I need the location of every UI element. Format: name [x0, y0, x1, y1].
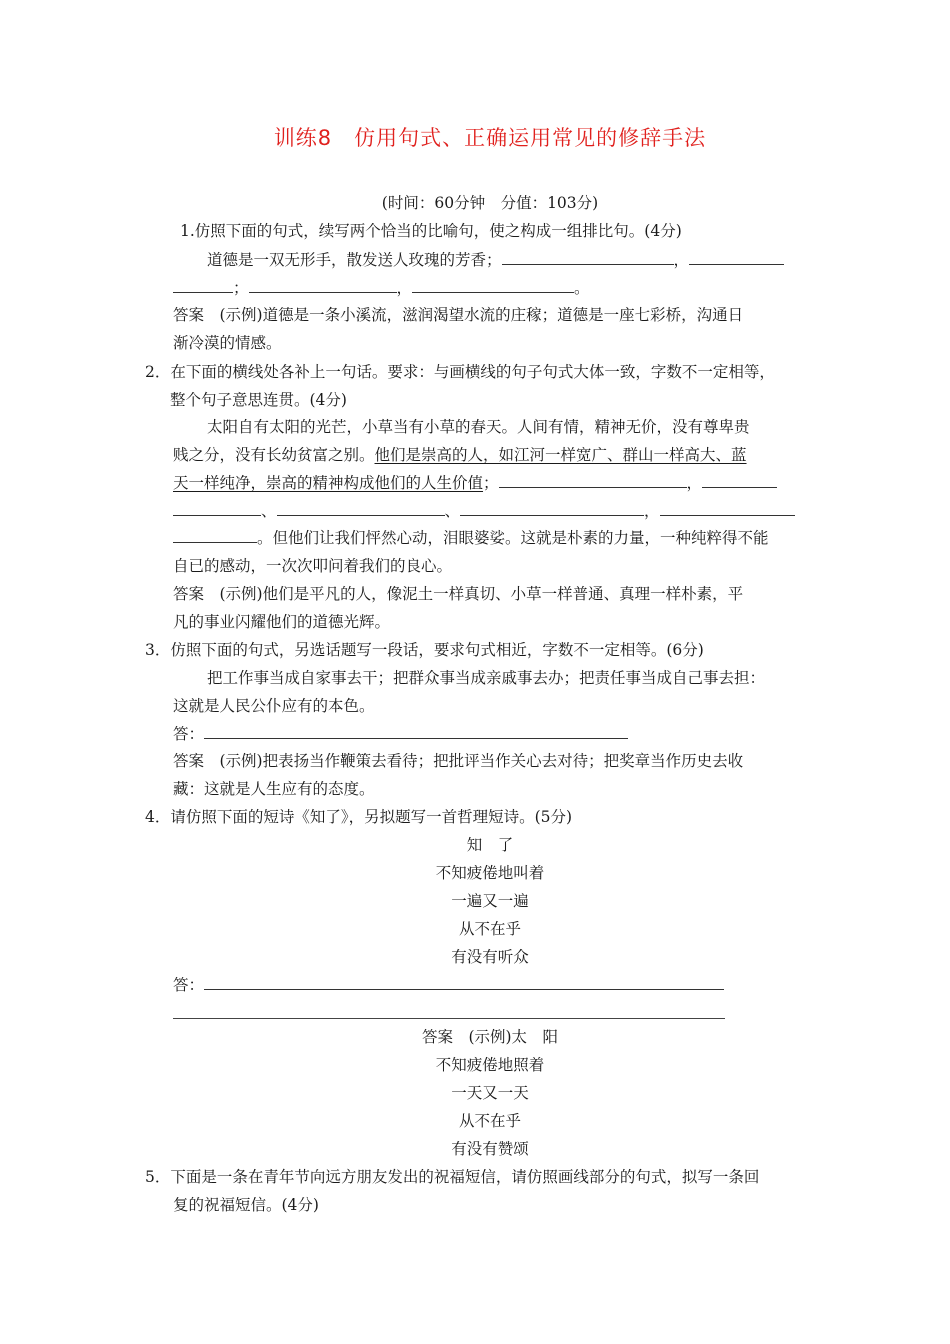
q4-answer-poem-line: 从不在乎 [458, 1112, 521, 1130]
q2-answer-line-1: 答案 (示例)他们是平凡的人，像泥土一样真切、小草一样普通、真理一样朴素，平 [173, 585, 744, 603]
q4-answer-poem-line: 一天又一天 [451, 1084, 529, 1102]
q1-blank-2b[interactable] [173, 278, 233, 293]
q2-underlined-sentence-cont: 天一样纯净，崇高的精神构成他们的人生价值 [173, 474, 484, 492]
q2-passage-line-6: 自已的感动，一次次叩问着我们的良心。 [173, 557, 453, 575]
q2-blank-1[interactable] [499, 473, 687, 488]
q1-answer-line-1: 答案 (示例)道德是一条小溪流，滋润渴望水流的庄稼；道德是一座七彩桥，沟通日 [173, 306, 744, 324]
q4-answer-field: 答： [173, 975, 724, 995]
q4-poem-line: 从不在乎 [458, 920, 521, 938]
q5-stem-line-1: 5．下面是一条在青年节向远方朋友发出的祝福短信，请仿照画线部分的句式，拟写一条回 [145, 1168, 760, 1186]
q2-stem-line-1: 2．在下面的横线处各补上一句话。要求：与画横线的句子句式大体一致，字数不一定相等， [145, 363, 775, 381]
q1-blank-1[interactable] [502, 250, 674, 265]
q5-stem-line-2: 复的祝福短信。(4分) [173, 1196, 319, 1214]
q2-blank-5b[interactable] [173, 528, 257, 543]
q4-answer-title: 答案 (示例)太 阳 [421, 1028, 559, 1046]
q1-blank-2a[interactable] [689, 250, 784, 265]
q4-answer-blank-1[interactable] [204, 975, 724, 990]
q2-blank-3[interactable] [277, 501, 445, 516]
q1-stem: 1.仿照下面的句式，续写两个恰当的比喻句，使之构成一组排比句。(4分) [180, 222, 682, 240]
page-title: 训练8 仿用句式、正确运用常见的修辞手法 [273, 126, 707, 150]
q2-blank-line: 、 、 ， [173, 501, 795, 521]
q1-blank-4[interactable] [412, 278, 574, 293]
q4-poem-title: 知 了 [466, 836, 514, 854]
q1-model-sentence: 道德是一双无形手，散发送人玫瑰的芳香； [207, 251, 502, 269]
q3-stem: 3．仿照下面的句式，另选话题写一段话，要求句式相近，字数不一定相等。(6分) [145, 641, 704, 659]
q2-blank-2a[interactable] [702, 473, 777, 488]
q1-text: 道德是一双无形手，散发送人玫瑰的芳香； ， [207, 250, 784, 270]
q2-blank-5a[interactable] [660, 501, 795, 516]
q4-stem: 4．请仿照下面的短诗《知了》，另拟题写一首哲理短诗。(5分) [145, 808, 573, 826]
q3-answer-blank[interactable] [204, 724, 628, 739]
q2-stem-line-2: 整个句子意思连贯。(4分) [170, 391, 347, 409]
q3-passage-line-2: 这就是人民公仆应有的本色。 [173, 697, 375, 715]
q2-passage-line-1: 太阳自有太阳的光芒，小草当有小草的春天。人间有情，精神无价，没有尊卑贵 [207, 418, 750, 436]
q4-answer-poem-line: 有没有赞颂 [451, 1140, 529, 1158]
q2-answer-line-2: 凡的事业闪耀他们的道德光辉。 [173, 613, 391, 631]
q2-passage-line-2: 贱之分，没有长幼贫富之别。他们是崇高的人，如江河一样宽广、群山一样高大、蓝 [173, 446, 747, 464]
time-score-info: (时间：60分钟 分值：103分) [381, 194, 599, 212]
q1-blank-line: ； ， 。 [173, 278, 590, 298]
q1-blank-3[interactable] [249, 278, 397, 293]
q4-answer-poem-line: 不知疲倦地照着 [435, 1056, 545, 1074]
q4-poem-line: 不知疲倦地叫着 [435, 864, 545, 882]
q2-underlined-sentence: 他们是崇高的人，如江河一样宽广、群山一样高大、蓝 [374, 446, 747, 464]
q3-passage-line-1: 把工作事当成自家事去干；把群众事当成亲戚事去办；把责任事当成自己事去担： [207, 669, 766, 687]
q3-answer-line-1: 答案 (示例)把表扬当作鞭策去看待；把批评当作关心去对待；把奖章当作历史去收 [173, 752, 744, 770]
q3-answer-field: 答： [173, 724, 628, 744]
q2-passage-line-3: 天一样纯净，崇高的精神构成他们的人生价值； ， [173, 473, 777, 493]
q2-blank-4[interactable] [460, 501, 644, 516]
q4-answer-blank-2[interactable] [173, 1018, 725, 1019]
q2-blank-2b[interactable] [173, 501, 261, 516]
q3-answer-line-2: 藏：这就是人生应有的态度。 [173, 780, 375, 798]
q2-passage-line-5: 。但他们让我们怦然心动，泪眼婆娑。这就是朴素的力量，一种纯粹得不能 [173, 528, 769, 548]
q1-answer-line-2: 渐冷漠的情感。 [173, 334, 282, 352]
q4-poem-line: 一遍又一遍 [451, 892, 529, 910]
q4-poem-line: 有没有听众 [451, 948, 529, 966]
